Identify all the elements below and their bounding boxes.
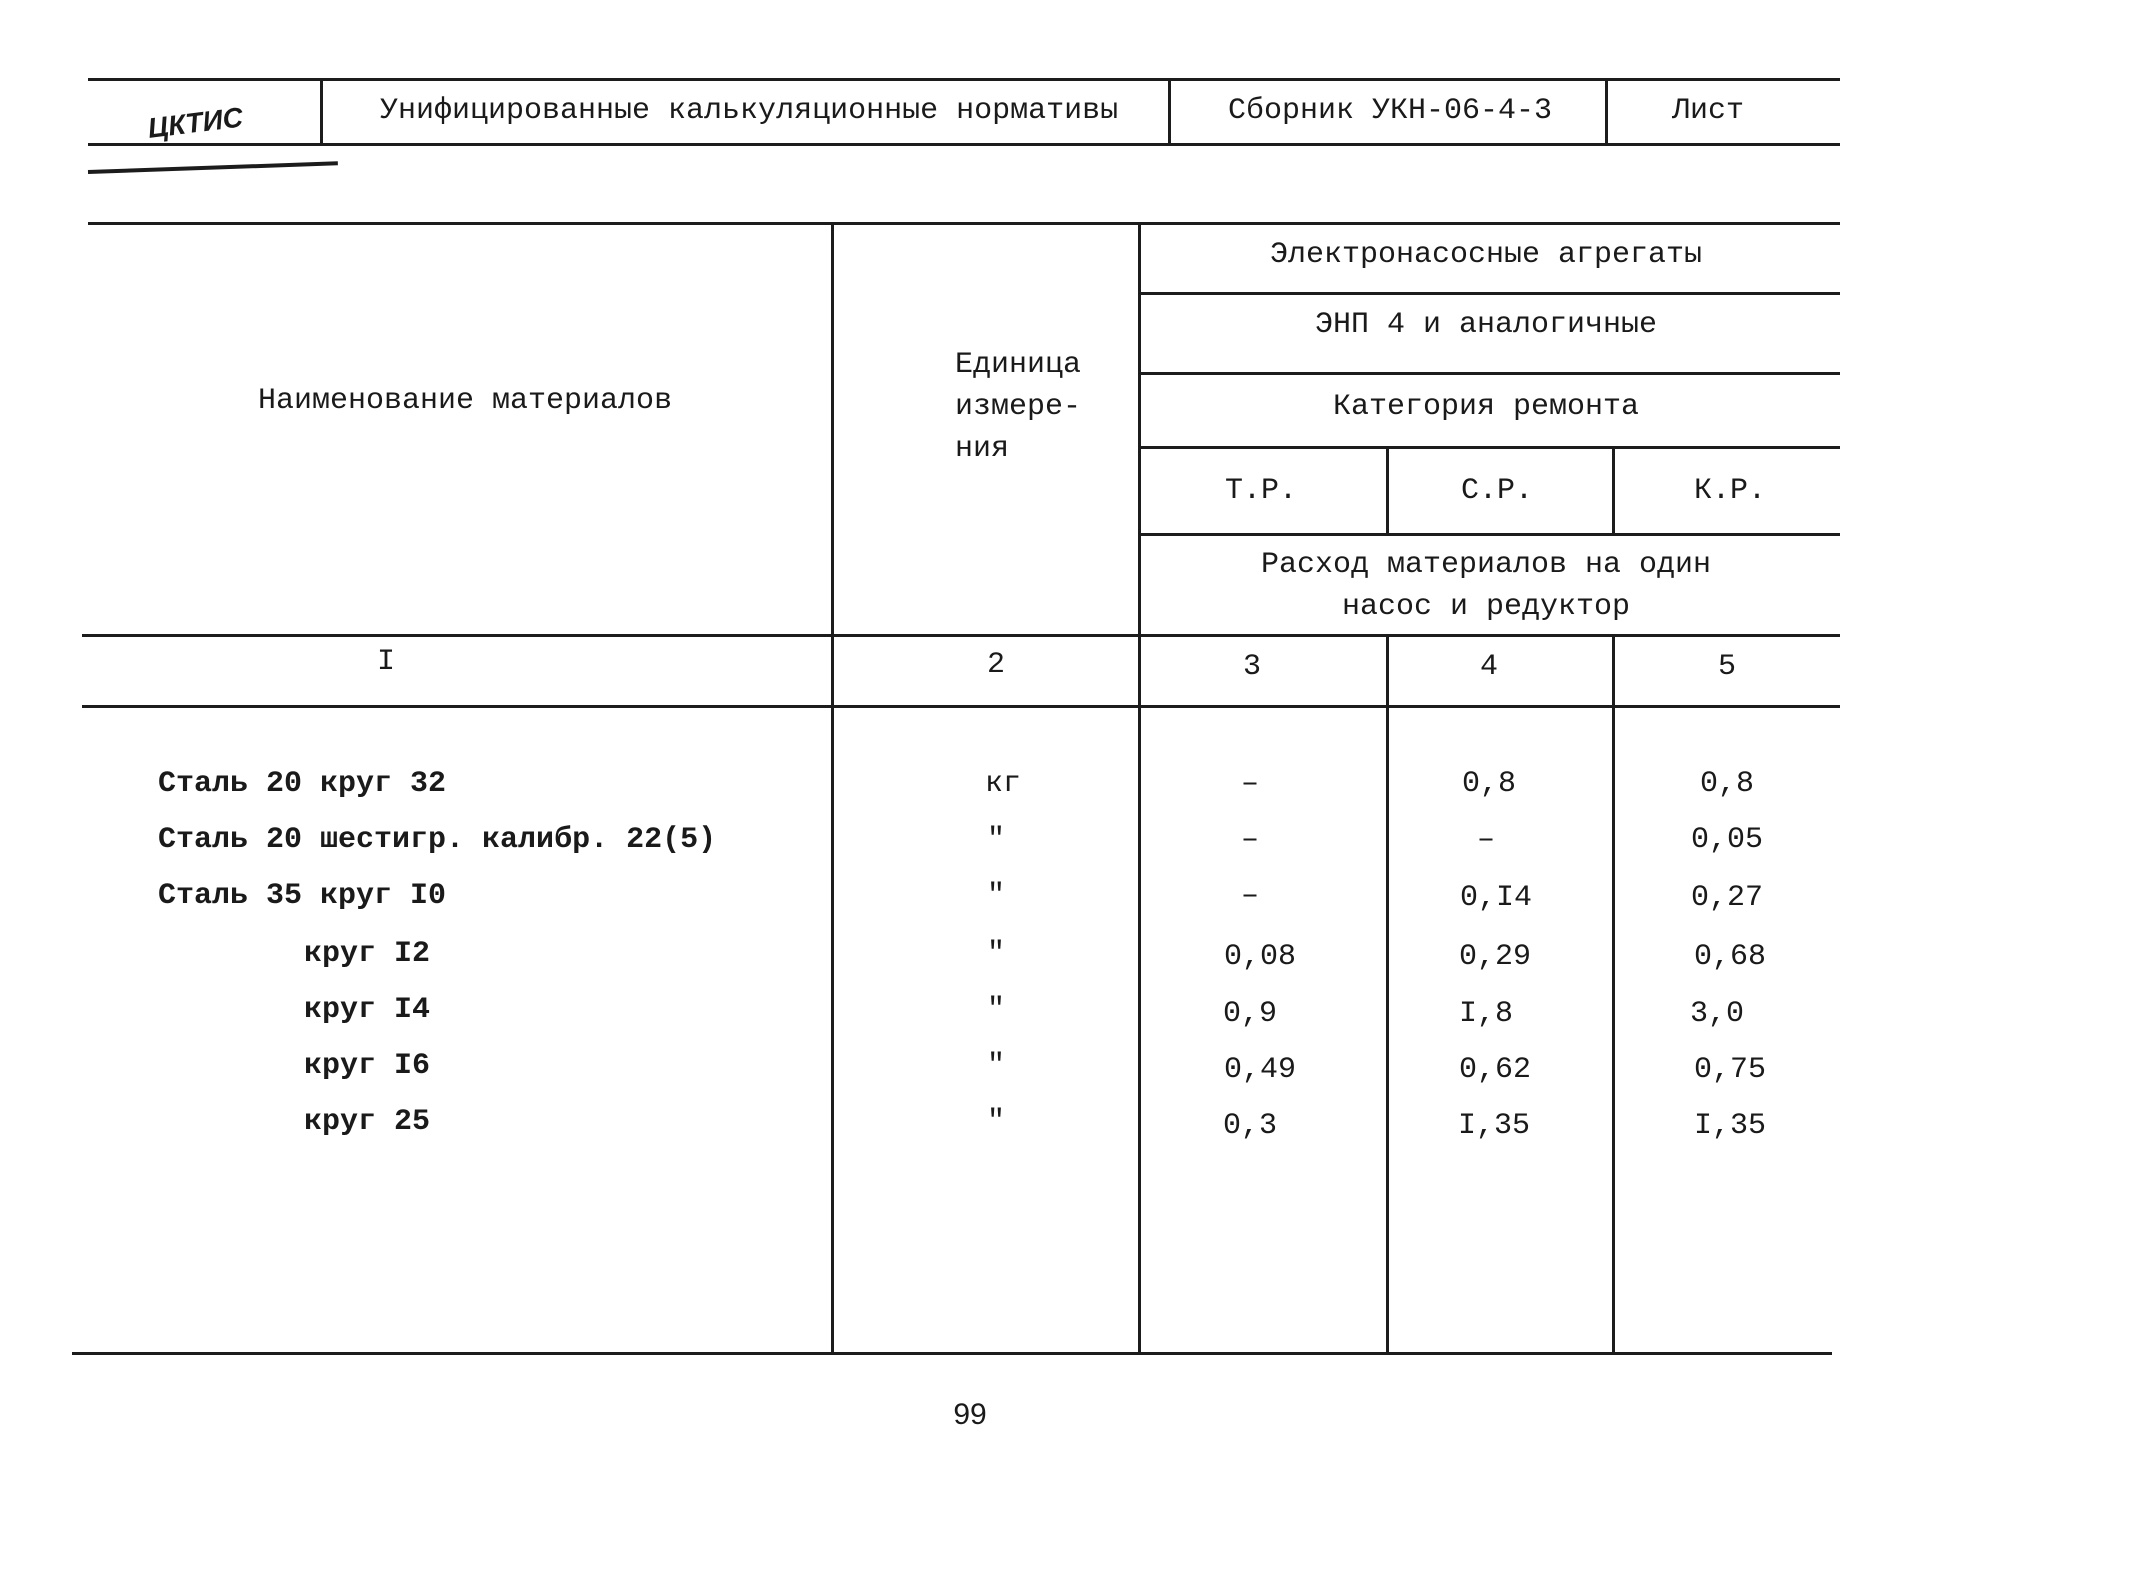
category-kr: К.Р. [1693,474,1767,508]
unit-cell: " [986,937,1006,971]
material-name: Сталь 35 круг I0 [158,879,447,913]
table-rule [1138,533,1840,536]
collection-code: Сборник УКН-06-4-3 [1228,94,1553,128]
value-tr: 0,49 [1223,1053,1297,1087]
header-divider [320,80,323,145]
column-number: 4 [1479,650,1499,684]
org-logo-text: ЦКТИС [146,101,245,144]
material-name: круг I4 [304,993,431,1027]
unit-cell: кг [984,767,1022,801]
material-name: Сталь 20 шестигр. калибр. 22(5) [158,823,717,857]
value-sr: 0,I4 [1459,881,1533,915]
category-tr: Т.Р. [1224,474,1298,508]
table-top-rule [88,222,1840,225]
column-numbers-bottom-rule [82,705,1840,708]
header-bottom-table-rule [82,634,1840,637]
value-kr: 3,0 [1689,997,1745,1031]
value-sr: I,35 [1457,1109,1531,1143]
material-name: Сталь 20 круг 32 [158,767,447,801]
header-bottom-rule [88,143,1840,146]
material-name: круг I2 [304,937,431,971]
repair-category-header: Категория ремонта [1332,390,1640,424]
value-tr: 0,3 [1222,1109,1278,1143]
column-number: 3 [1242,650,1262,684]
table-rule [1138,372,1840,375]
page-number: 99 [953,1398,987,1431]
column-divider [1386,634,1389,1354]
unit-column-header-line1: Единица [955,348,1082,382]
value-kr: 0,68 [1693,940,1767,974]
model-header: ЭНП 4 и аналогичные [1314,308,1658,342]
value-kr: I,35 [1693,1109,1767,1143]
column-number: I [376,645,396,679]
materials-column-header: Наименование материалов [258,384,673,418]
header-divider [1168,80,1171,145]
sheet-label: Лист [1672,94,1745,128]
material-name: круг 25 [304,1105,431,1139]
consumption-header-line2: насос и редуктор [1341,590,1631,624]
value-tr: 0,9 [1222,997,1278,1031]
value-kr: 0,8 [1699,767,1755,801]
value-tr: – [1240,879,1260,913]
unit-cell: " [986,1105,1006,1139]
unit-cell: " [986,993,1006,1027]
value-sr: – [1476,823,1496,857]
unit-column-header-line3: ния [955,432,1010,466]
table-rule [1138,446,1840,449]
value-sr: 0,62 [1458,1053,1532,1087]
column-divider [1138,222,1141,1354]
column-divider [831,222,834,1354]
material-name: круг I6 [304,1049,431,1083]
value-sr: 0,8 [1461,767,1517,801]
header-top-rule [88,78,1840,81]
unit-column-header-line2: измере- [955,390,1082,424]
group-header: Электронасосные агрегаты [1269,238,1703,272]
unit-cell: " [986,823,1006,857]
category-sr: С.Р. [1460,474,1534,508]
column-number: 2 [986,648,1006,682]
header-swash [88,161,338,174]
table-bottom-rule [72,1352,1832,1355]
column-divider [1612,634,1615,1354]
value-sr: I,8 [1458,997,1514,1031]
header-divider [1605,80,1608,145]
value-tr: – [1240,823,1260,857]
value-tr: – [1240,767,1260,801]
column-number: 5 [1717,650,1737,684]
value-sr: 0,29 [1458,940,1532,974]
value-kr: 0,75 [1693,1053,1767,1087]
value-tr: 0,08 [1223,940,1297,974]
category-divider [1386,446,1389,534]
value-kr: 0,05 [1690,823,1764,857]
category-divider [1612,446,1615,534]
value-kr: 0,27 [1690,881,1764,915]
unit-cell: " [986,1049,1006,1083]
unit-cell: " [986,879,1006,913]
document-title: Унифицированные калькуляционные нормативы [380,94,1119,128]
consumption-header-line1: Расход материалов на один [1260,548,1712,582]
table-rule [1138,292,1840,295]
